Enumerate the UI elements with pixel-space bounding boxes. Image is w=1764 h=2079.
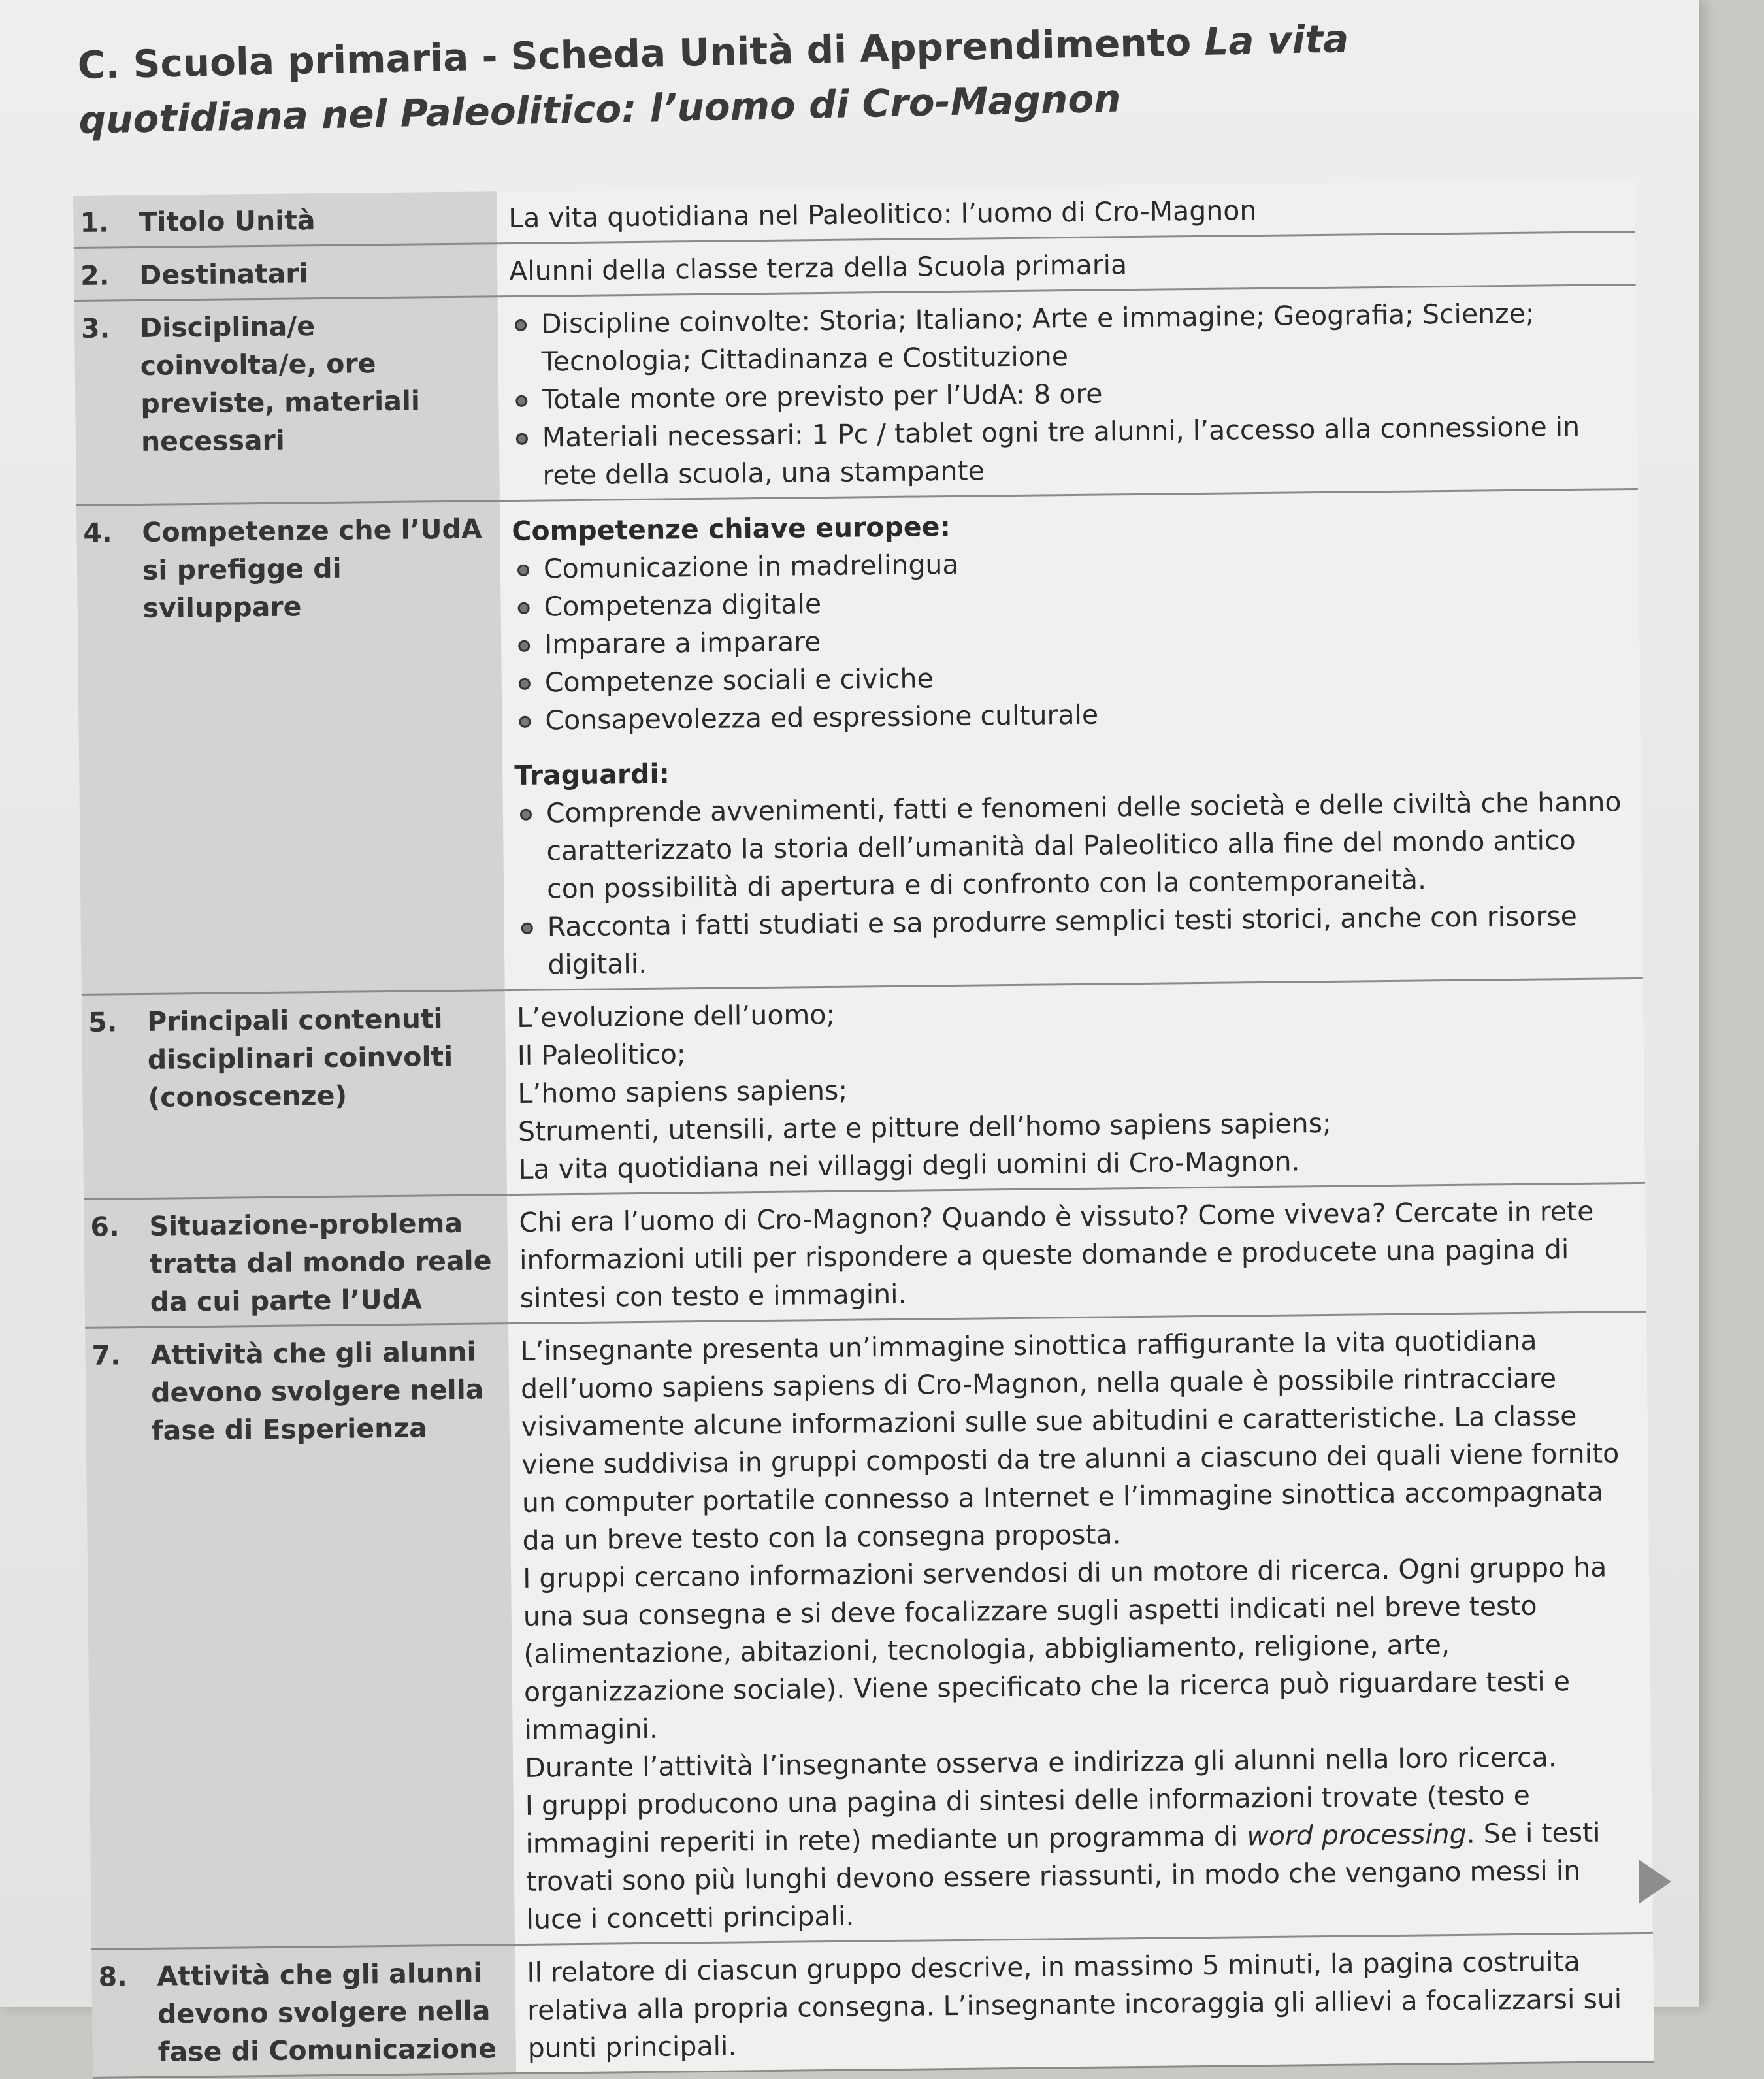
row-content-cell [507,1183,1646,1323]
row-label-cell [91,1945,516,2078]
row-label-cell [82,990,507,1200]
content-line: Il Paleolitico; [517,1038,686,1072]
row-number: 4. [83,517,112,549]
row-content-cell [498,284,1638,500]
title-prefix: C. Scuola primaria - Scheda Unità di Apprendimento [77,20,1192,88]
table-row [82,978,1645,1199]
list-item: Competenza digitale [512,576,1627,626]
row-label: Disciplina/e coinvolta/e, ore previste, materiali necessari [139,310,421,457]
row-content-cell [508,1311,1653,1944]
row-content-cell [500,489,1643,990]
row-content: Chi era l’uomo di Cro-Magnon? Quando è vissuto? Come viveva? Cercate in rete informazioni utili per rispondere a queste domande e producete una pagina di sintesi con testo e immagini. [519,1195,1594,1314]
list-item: Materiali necessari: 1 Pc / tablet ogni tre alunni, l’accesso alla connessione in rete della scuola, una stampante [511,407,1626,495]
row-label-cell [74,244,498,301]
table-row [76,489,1643,994]
content-paragraph: Durante l’attività l’insegnante osserva e indirizza gli alunni nella loro ricerca. [524,1741,1557,1784]
row-content: La vita quotidiana nel Paleolitico: l’uomo di Cro-Magnon [508,195,1257,235]
table-row [91,1933,1654,2078]
content-paragraph: I gruppi producono una pagina di sintesi delle informazioni trovate (testo e immagini reperiti in rete) mediante un programma di word processing. Se i testi trovati sono più lunghi devono essere riassunti, in modo che vengano messi in luce i concetti principali. [525,1779,1601,1935]
section-heading: Competenze chiave europee: [512,510,951,547]
table-row [74,284,1638,505]
list-item: Totale monte ore previsto per l’UdA: 8 ore [510,369,1625,419]
table-row [84,1183,1646,1328]
list-item: Consapevolezza ed espressione culturale [514,690,1629,740]
row-number: 8. [98,1961,127,1993]
italic-term: word processing [1247,1818,1467,1852]
row-label-cell [73,191,497,248]
row-number: 3. [80,312,110,344]
list-item: Discipline coinvolte: Storia; Italiano; Arte e immagine; Geografia; Scienze; Tecnologia; Cittadinanza e Costituzione [510,293,1625,381]
list-item: Racconta i fatti studiati e sa produrre semplici testi storici, anche con risorse digitali. [515,896,1631,984]
row-label: Competenze che l’UdA si prefigge di sviluppare [142,513,482,624]
title-italic: La vita quotidiana nel Paleolitico: l’uomo di Cro-Magnon [78,16,1349,142]
row-label: Titolo Unità [139,205,316,238]
uda-table [73,180,1654,2079]
bullet-list [512,538,1629,740]
bullet-list [510,293,1626,495]
bullet-list [515,783,1631,984]
row-number: 5. [88,1006,118,1038]
row-content-cell [515,1933,1654,2073]
content-line: L’evoluzione dell’uomo; [516,998,836,1034]
row-number: 1. [80,206,109,238]
content-line: Strumenti, utensili, arte e pitture dell’homo sapiens sapiens; [517,1107,1332,1147]
row-label: Situazione-problema tratta dal mondo reale da cui parte l’UdA [149,1207,492,1318]
list-item: Comunicazione in madrelingua [512,538,1627,588]
row-label-cell [84,1195,508,1328]
row-content-cell [505,978,1645,1194]
list-item: Competenze sociali e civiche [514,652,1629,702]
row-label: Attività che gli alunni devono svolgere nella fase di Esperienza [150,1335,484,1447]
list-item: Imparare a imparare [513,614,1628,664]
content-line: La vita quotidiana nei villaggi degli uomini di Cro-Magnon. [518,1145,1300,1185]
row-content: Alunni della classe terza della Scuola primaria [508,249,1128,287]
row-number: 6. [90,1211,120,1243]
row-label-cell [74,297,500,506]
continue-arrow-icon [1639,1859,1671,1904]
row-label: Attività che gli alunni devono svolgere nella fase di Comunicazione [157,1957,497,2068]
document-title [77,7,1582,148]
row-content: Il relatore di ciascun gruppo descrive, in massimo 5 minuti, la pagina costruita relativa alla propria consegna. L’insegnante incoraggia gli allievi a focalizzarsi sui punti principali. [527,1945,1622,2064]
section-heading: Traguardi: [514,758,670,791]
table-row [85,1311,1653,1949]
row-label-cell [85,1324,515,1950]
row-number: 7. [91,1339,121,1371]
row-label-cell [76,501,505,995]
content-paragraph: I gruppi cercano informazioni servendosi di un motore di ricerca. Ogni gruppo ha una sua consegna e si deve focalizzare sugli aspetti indicati nel breve testo (alimentazione, abitazioni, tecnologia, abbigliamento, religione, arte, organizzazione sociale). Viene specificato che la ricerca può riguardare testi e immagini. [522,1551,1607,1746]
content-paragraph: L’insegnante presenta un’immagine sinottica raffigurante la vita quotidiana dell’uomo sapiens sapiens di Cro-Magnon, nella quale è possibile rintracciare visivamente alcune informazioni sulle sue abitudini e caratteristiche. La classe viene suddivisa in gruppi composti da tre alunni a ciascuno dei quali viene fornito un computer portatile connesso a Internet e l’immagine sinottica accompagnata da un breve testo con la consegna proposta. [520,1324,1620,1556]
row-label: Principali contenuti disciplinari coinvolti (conoscenze) [146,1003,453,1113]
row-number: 2. [80,259,110,291]
uda-table-wrapper [73,180,1654,2079]
row-label: Destinatari [139,257,308,291]
content-line: L’homo sapiens sapiens; [517,1074,848,1109]
list-item: Comprende avvenimenti, fatti e fenomeni delle società e delle civiltà che hanno caratterizzato la storia dell’umanità dal Paleolitico alla fine del mondo antico con possibilità di apertura e di confronto con la contemporaneità. [515,783,1631,908]
